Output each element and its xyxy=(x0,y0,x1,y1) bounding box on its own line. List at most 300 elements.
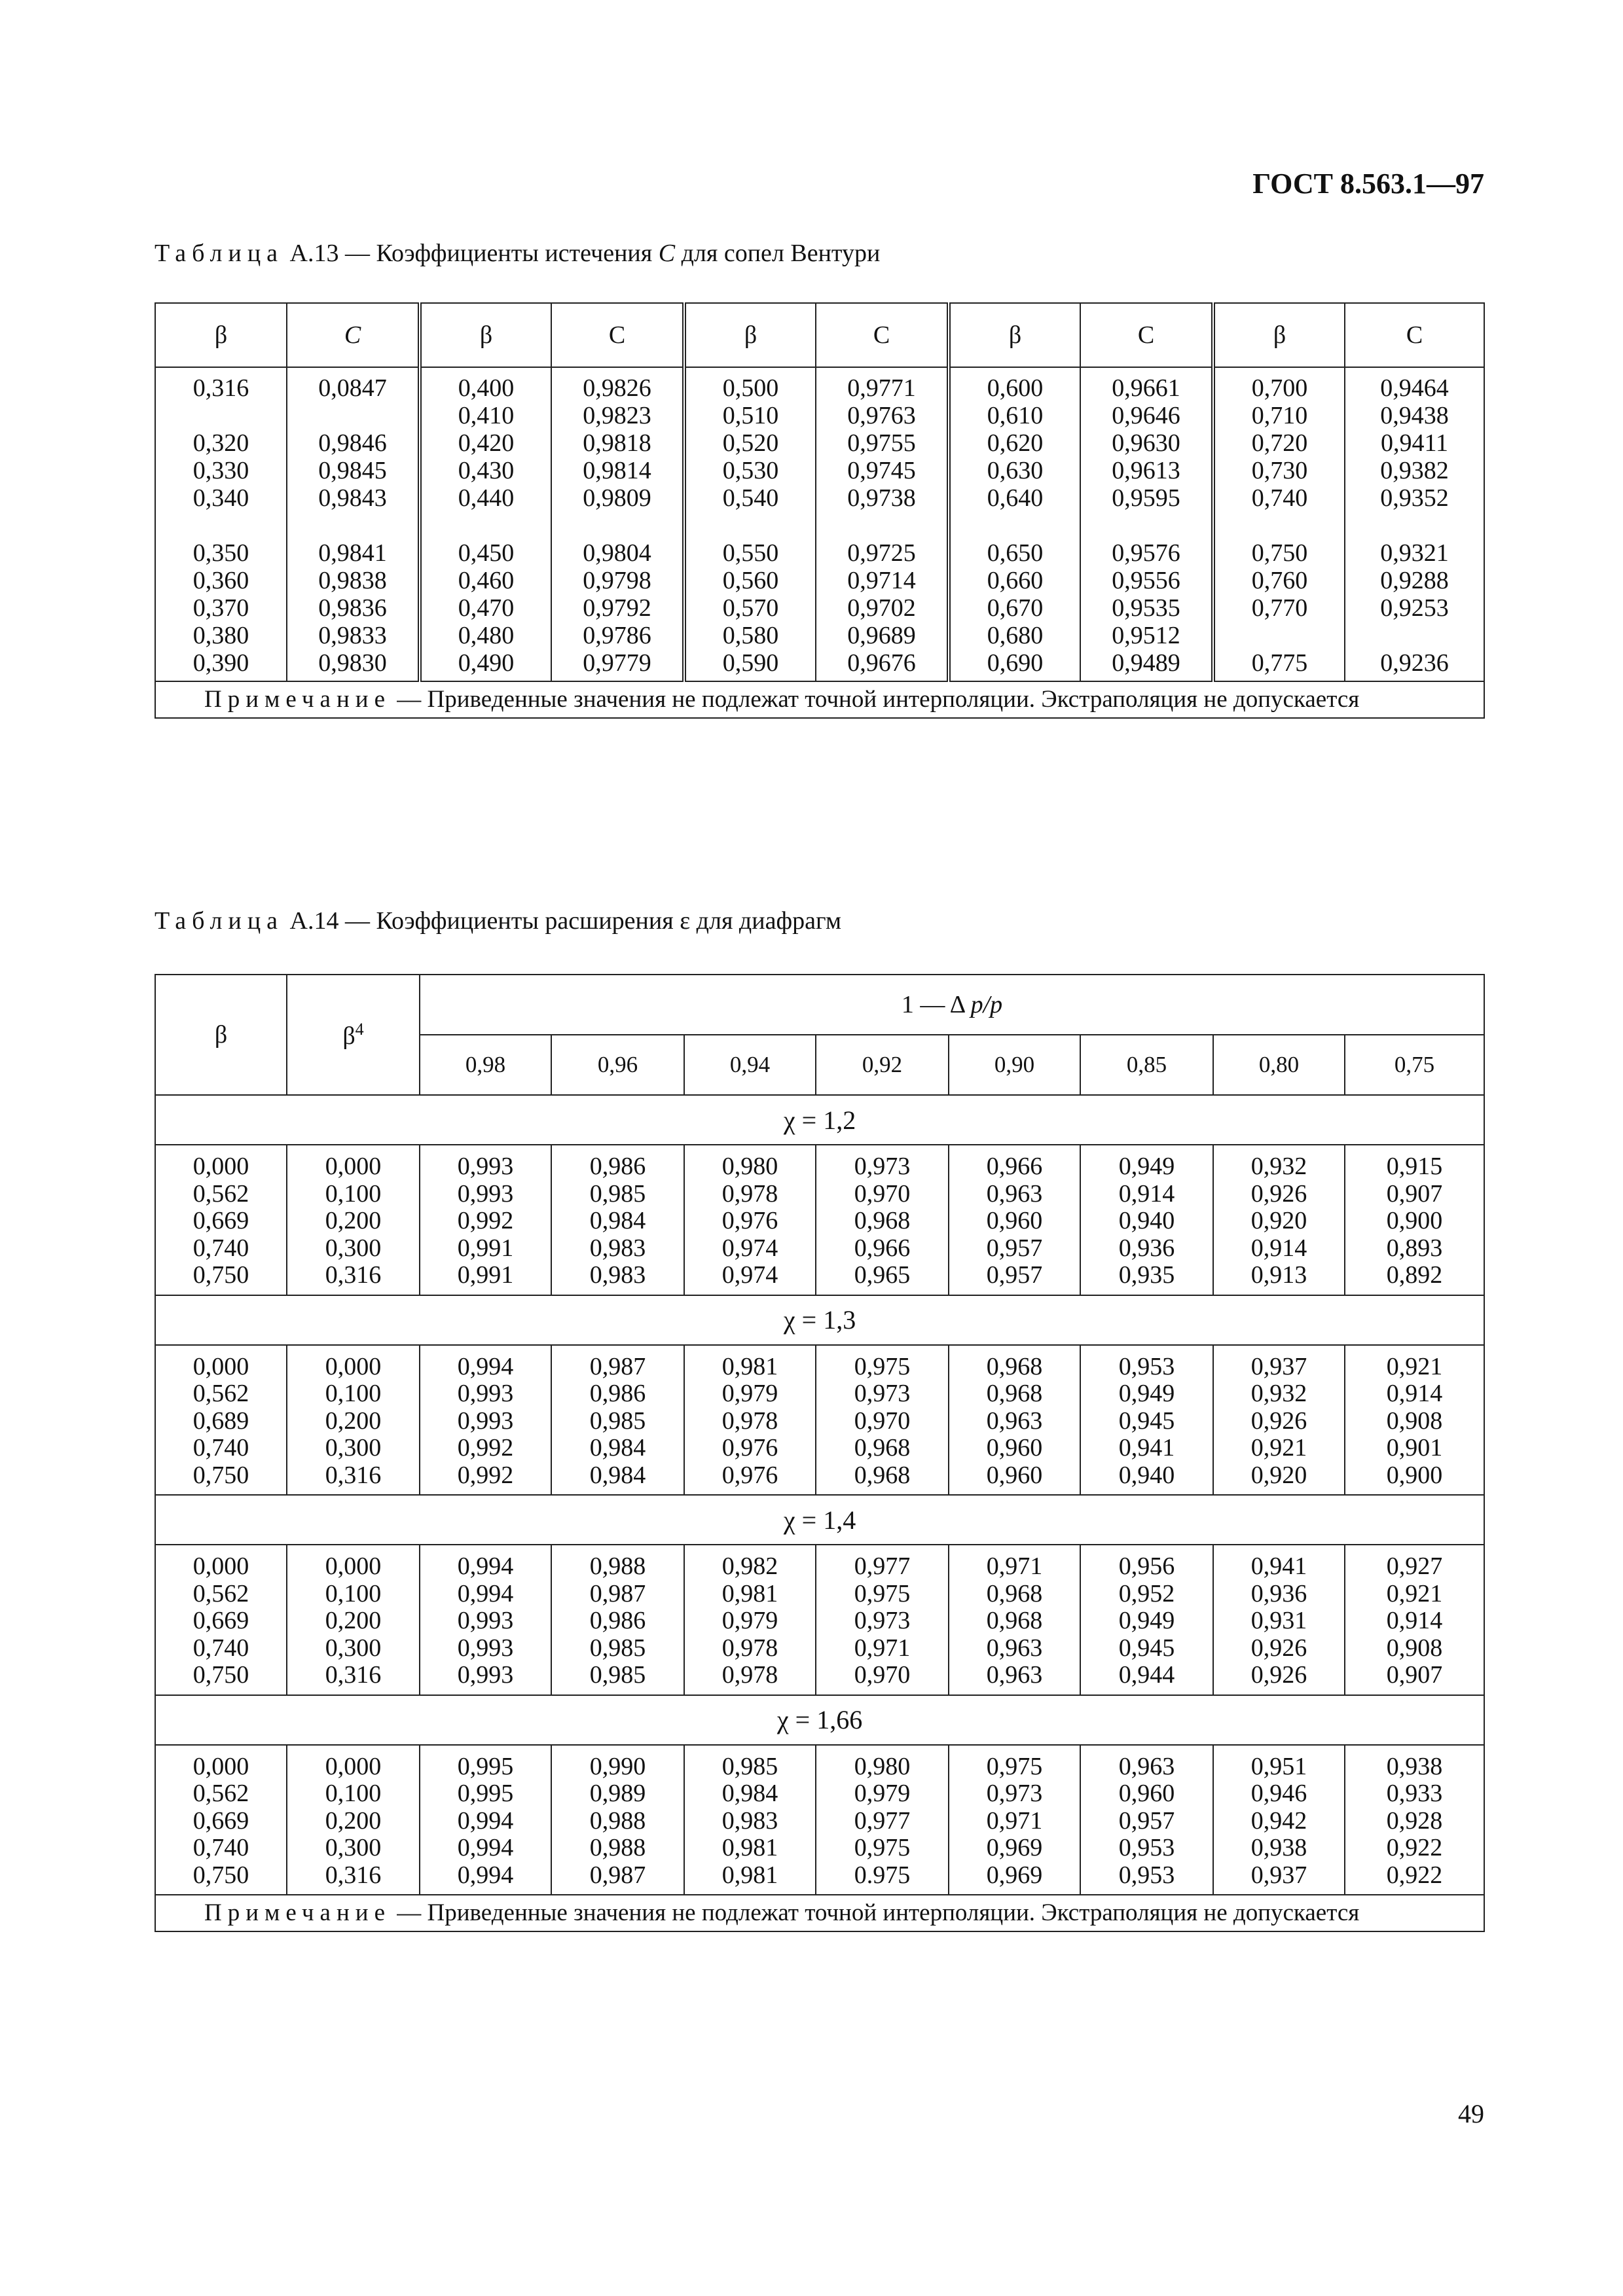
table-value: 0,9830 xyxy=(318,649,387,677)
table-value: 0,926 xyxy=(1250,1634,1307,1662)
table-value: 0,760 xyxy=(1251,567,1308,594)
table-value: 0,670 xyxy=(987,594,1044,622)
table-value: 0,988 xyxy=(589,1806,646,1835)
table-value: 0,9814 xyxy=(583,457,651,484)
table-value: 0,983 xyxy=(589,1234,646,1262)
table-value: 0,9689 xyxy=(847,622,916,649)
table-value: 0,968 xyxy=(986,1579,1043,1607)
table-value: 0,400 xyxy=(458,374,515,402)
table-value: 0,980 xyxy=(854,1752,911,1780)
table-value: 0,9438 xyxy=(1380,402,1449,429)
table-value: 0,9823 xyxy=(583,402,651,429)
table-value: 0,9714 xyxy=(847,567,916,594)
table-value: 0,510 xyxy=(722,402,779,429)
table-value: 0,971 xyxy=(986,1806,1043,1835)
table-value: 0,913 xyxy=(1250,1261,1307,1289)
table-value: 0,941 xyxy=(1250,1552,1307,1580)
table-value: 0,966 xyxy=(854,1234,911,1262)
table-value: 0,892 xyxy=(1386,1261,1443,1289)
table-value: 0,957 xyxy=(986,1261,1043,1289)
epsilon-column-cell xyxy=(684,1345,816,1496)
table-value: 0,988 xyxy=(589,1834,646,1861)
table-row xyxy=(155,1345,1484,1496)
table-value: 0,500 xyxy=(722,374,779,402)
table-value: 0,987 xyxy=(589,1352,646,1380)
header-c: C xyxy=(1345,303,1484,367)
epsilon-column-cell xyxy=(949,1345,1080,1496)
header-ratio: 0,98 xyxy=(420,1035,551,1095)
note-word: Примечание xyxy=(204,686,391,713)
table-value: 0,994 xyxy=(457,1552,514,1580)
table-value: 0,900 xyxy=(1386,1207,1443,1234)
epsilon-column-cell xyxy=(420,1545,551,1695)
table-value: 0,942 xyxy=(1250,1806,1307,1835)
table-value: 0,975 xyxy=(854,1834,911,1861)
table-value: 0,740 xyxy=(192,1634,249,1662)
table-value: 0,975 xyxy=(854,1352,911,1380)
table-value: 0,9352 xyxy=(1380,484,1449,512)
table-value: 0,979 xyxy=(854,1780,911,1807)
table-value xyxy=(816,512,947,539)
kappa-row xyxy=(155,1695,1484,1745)
table-value: 0,562 xyxy=(192,1780,249,1807)
note-text: — Приведенные значения не подлежат точной интерполяции. Экстраполяция не допускается xyxy=(391,686,1360,713)
table-value: 0,9779 xyxy=(583,649,651,677)
table-value: 0,650 xyxy=(987,539,1044,567)
table-value: 0,100 xyxy=(325,1579,382,1607)
epsilon-column-cell xyxy=(816,1745,949,1895)
kappa-row xyxy=(155,1095,1484,1145)
header-ratio: 0,75 xyxy=(1345,1035,1484,1095)
table-value: 0,932 xyxy=(1250,1153,1307,1180)
header-pressure-ratio xyxy=(420,975,1484,1035)
table-value: 0,968 xyxy=(986,1380,1043,1407)
table-value: 0,993 xyxy=(457,1634,514,1662)
table-value: 0,750 xyxy=(192,1861,249,1889)
epsilon-column-cell xyxy=(1345,1745,1484,1895)
table-value: 0,968 xyxy=(854,1434,911,1462)
table-value: 0,980 xyxy=(721,1153,778,1180)
table-value: 0,9321 xyxy=(1380,539,1449,567)
table-value: 0,680 xyxy=(987,622,1044,649)
table-value: 0,985 xyxy=(589,1634,646,1662)
table-value: 0,770 xyxy=(1251,594,1308,622)
table-value: 0,986 xyxy=(589,1153,646,1180)
table-value: 0,975 xyxy=(854,1579,911,1607)
table-value: 0,928 xyxy=(1386,1806,1443,1835)
table-value: 0,945 xyxy=(1118,1407,1175,1435)
table-value: 0,989 xyxy=(589,1780,646,1807)
table-value: 0,9535 xyxy=(1112,594,1180,622)
table-value xyxy=(686,512,815,539)
header-ratio-prefix: 1 — Δ xyxy=(901,991,971,1018)
table-value: 0,938 xyxy=(1386,1752,1443,1780)
table-value: 0,9236 xyxy=(1380,649,1449,677)
table-value: 0,570 xyxy=(722,594,779,622)
table-value: 0,920 xyxy=(1250,1207,1307,1234)
epsilon-column-cell xyxy=(1213,1145,1345,1295)
epsilon-column-cell xyxy=(816,1345,949,1496)
table-value: 0,952 xyxy=(1118,1579,1175,1607)
table-value: 0,669 xyxy=(192,1607,249,1634)
table-value: 0,914 xyxy=(1250,1234,1307,1262)
header-beta: β xyxy=(684,303,816,367)
kappa-label: χ = 1,4 xyxy=(155,1495,1484,1545)
table-value: 0,9838 xyxy=(318,567,387,594)
table-value: 0,932 xyxy=(1250,1380,1307,1407)
table-value: 0,300 xyxy=(325,1234,382,1262)
table-value: 0,480 xyxy=(458,622,515,649)
table-value: 0,960 xyxy=(986,1434,1043,1462)
table-value: 0,979 xyxy=(721,1380,778,1407)
table-value: 0,960 xyxy=(1118,1780,1175,1807)
table-value: 0,992 xyxy=(457,1207,514,1234)
table-value: 0,100 xyxy=(325,1780,382,1807)
table-value: 0,984 xyxy=(589,1207,646,1234)
table-value: 0,300 xyxy=(325,1634,382,1662)
table-value: 0,000 xyxy=(192,1352,249,1380)
table-value xyxy=(1215,512,1344,539)
table-value: 0,931 xyxy=(1250,1607,1307,1634)
table-value: 0,9843 xyxy=(318,484,387,512)
header-beta: β xyxy=(420,303,551,367)
table-value: 0,992 xyxy=(457,1434,514,1462)
table-value: 0,933 xyxy=(1386,1780,1443,1807)
table-value: 0,669 xyxy=(192,1207,249,1234)
table-value: 0,921 xyxy=(1386,1352,1443,1380)
beta-column-cell xyxy=(420,367,551,681)
table-value: 0,316 xyxy=(325,1861,382,1889)
table-value: 0,440 xyxy=(458,484,515,512)
table-value: 0,740 xyxy=(192,1234,249,1262)
beta-column-cell xyxy=(155,367,287,681)
epsilon-column-cell xyxy=(684,1545,816,1695)
table-value: 0,994 xyxy=(457,1834,514,1861)
table-value: 0,978 xyxy=(721,1179,778,1208)
table-value: 0,320 xyxy=(192,429,249,457)
header-ratio: 0,96 xyxy=(551,1035,684,1095)
c-column-cell xyxy=(1345,367,1484,681)
table-value: 0,922 xyxy=(1386,1834,1443,1861)
table-value: 0,995 xyxy=(457,1752,514,1780)
table-value: 0,9676 xyxy=(847,649,916,677)
beta-column-cell xyxy=(155,1745,287,1895)
table-value: 0,915 xyxy=(1386,1153,1443,1180)
table-value: 0,987 xyxy=(589,1579,646,1607)
c-column-cell xyxy=(287,367,420,681)
beta-column-cell xyxy=(684,367,816,681)
table-value: 0.975 xyxy=(854,1861,911,1889)
table-value: 0,949 xyxy=(1118,1380,1175,1407)
table-value: 0,973 xyxy=(854,1153,911,1180)
table-value: 0,936 xyxy=(1118,1234,1175,1262)
c-column-cell xyxy=(1080,367,1213,681)
table-value: 0,994 xyxy=(457,1861,514,1889)
table-value: 0,430 xyxy=(458,457,515,484)
table-value: 0,750 xyxy=(192,1661,249,1689)
table-value: 0,945 xyxy=(1118,1634,1175,1662)
table-a13 xyxy=(155,302,1485,719)
epsilon-column-cell xyxy=(684,1745,816,1895)
table-value: 0,993 xyxy=(457,1179,514,1208)
table-value: 0,984 xyxy=(721,1780,778,1807)
table-value xyxy=(1345,512,1484,539)
table-value: 0,730 xyxy=(1251,457,1308,484)
table-value: 0,985 xyxy=(589,1179,646,1208)
table-value: 0,957 xyxy=(1118,1806,1175,1835)
table-value: 0,976 xyxy=(721,1207,778,1234)
table-body-row xyxy=(155,367,1484,681)
table-value: 0,100 xyxy=(325,1179,382,1208)
table-value: 0,200 xyxy=(325,1806,382,1835)
table-value: 0,941 xyxy=(1118,1434,1175,1462)
table-value: 0,937 xyxy=(1250,1352,1307,1380)
epsilon-column-cell xyxy=(1213,1545,1345,1695)
table-value xyxy=(156,402,286,429)
caption-number: А.13 xyxy=(289,240,339,267)
epsilon-column-cell xyxy=(684,1145,816,1295)
table-value: 0,986 xyxy=(589,1607,646,1634)
table-value: 0,986 xyxy=(589,1380,646,1407)
table-value: 0,330 xyxy=(192,457,249,484)
table-value xyxy=(951,512,1080,539)
table-value: 0,940 xyxy=(1118,1207,1175,1234)
table-value: 0,985 xyxy=(589,1661,646,1689)
table-value: 0,9595 xyxy=(1112,484,1180,512)
table-value: 0,9755 xyxy=(847,429,916,457)
table-value: 0,993 xyxy=(457,1380,514,1407)
epsilon-column-cell xyxy=(816,1145,949,1295)
header-c: C xyxy=(816,303,949,367)
table-value: 0,983 xyxy=(589,1261,646,1289)
table-value: 0,9556 xyxy=(1112,567,1180,594)
header-beta: β xyxy=(1213,303,1345,367)
table-value: 0,200 xyxy=(325,1607,382,1634)
beta-column-cell xyxy=(155,1545,287,1695)
table-value: 0,963 xyxy=(986,1407,1043,1435)
epsilon-column-cell xyxy=(551,1545,684,1695)
table-value: 0,450 xyxy=(458,539,515,567)
table-value: 0,9630 xyxy=(1112,429,1180,457)
beta-column-cell xyxy=(1213,367,1345,681)
table-header-row xyxy=(155,303,1484,367)
epsilon-column-cell xyxy=(1213,1345,1345,1496)
epsilon-column-cell xyxy=(551,1745,684,1895)
table-value: 0,340 xyxy=(192,484,249,512)
epsilon-column-cell xyxy=(551,1145,684,1295)
table-value: 0,982 xyxy=(721,1552,778,1580)
table-value: 0,410 xyxy=(458,402,515,429)
table-value xyxy=(287,402,418,429)
table-value: 0,9288 xyxy=(1380,567,1449,594)
table-value: 0,9845 xyxy=(318,457,387,484)
table-value: 0,984 xyxy=(589,1461,646,1489)
table-value: 0,974 xyxy=(721,1261,778,1289)
table-value: 0,984 xyxy=(589,1434,646,1462)
table-value: 0,9725 xyxy=(847,539,916,567)
table-value: 0,9763 xyxy=(847,402,916,429)
table-value: 0,300 xyxy=(325,1434,382,1462)
table-value: 0,689 xyxy=(192,1407,249,1435)
table-value: 0,9833 xyxy=(318,622,387,649)
epsilon-column-cell xyxy=(420,1745,551,1895)
note-text: — Приведенные значения не подлежат точной интерполяции. Экстраполяция не допускается xyxy=(391,1899,1360,1926)
kappa-label: χ = 1,66 xyxy=(155,1695,1484,1745)
table-value: 0,470 xyxy=(458,594,515,622)
table-value: 0,700 xyxy=(1251,374,1308,402)
table-value: 0,750 xyxy=(192,1461,249,1489)
table-value: 0,991 xyxy=(457,1234,514,1262)
table-a14 xyxy=(155,974,1485,1932)
table-value: 0,914 xyxy=(1118,1179,1175,1208)
table-value: 0,981 xyxy=(721,1579,778,1607)
c-column-cell xyxy=(551,367,684,681)
table-value: 0,953 xyxy=(1118,1861,1175,1889)
table-value: 0,973 xyxy=(854,1380,911,1407)
caption-text: — Коэффициенты истечения xyxy=(344,240,659,267)
table-value: 0,9826 xyxy=(583,374,651,402)
table-value: 0,994 xyxy=(457,1806,514,1835)
table-value: 0,956 xyxy=(1118,1552,1175,1580)
table-value: 0,965 xyxy=(854,1261,911,1289)
table-value: 0,720 xyxy=(1251,429,1308,457)
table-value: 0,610 xyxy=(987,402,1044,429)
standard-designation: ГОСТ 8.563.1—97 xyxy=(1252,168,1484,200)
table-value: 0,390 xyxy=(192,649,249,677)
table-note xyxy=(155,1895,1484,1931)
caption-number: А.14 xyxy=(289,907,339,935)
table-value: 0,9738 xyxy=(847,484,916,512)
table-value: 0,562 xyxy=(192,1380,249,1407)
table-value: 0,963 xyxy=(986,1634,1043,1662)
table-value: 0,9798 xyxy=(583,567,651,594)
table-row xyxy=(155,1545,1484,1695)
header-c: C xyxy=(287,303,420,367)
table-value: 0,968 xyxy=(986,1607,1043,1634)
table-value: 0,0847 xyxy=(318,374,387,402)
epsilon-column-cell xyxy=(1080,1345,1213,1496)
beta4-column-cell xyxy=(287,1545,420,1695)
table-value: 0,927 xyxy=(1386,1552,1443,1580)
table-value: 0,000 xyxy=(192,1752,249,1780)
table-value: 0,640 xyxy=(987,484,1044,512)
table-value: 0,316 xyxy=(192,374,249,402)
table-value: 0,968 xyxy=(854,1207,911,1234)
table-value: 0,580 xyxy=(722,622,779,649)
table-value: 0,940 xyxy=(1118,1461,1175,1489)
epsilon-column-cell xyxy=(551,1345,684,1496)
epsilon-column-cell xyxy=(1080,1745,1213,1895)
beta-column-cell xyxy=(949,367,1080,681)
table-value: 0,949 xyxy=(1118,1607,1175,1634)
table-value: 0,926 xyxy=(1250,1179,1307,1208)
header-beta4-base: β xyxy=(342,1022,356,1050)
table-value: 0,600 xyxy=(987,374,1044,402)
header-ratio-variable: p/p xyxy=(970,991,1003,1018)
table-value: 0,978 xyxy=(721,1634,778,1662)
table-value: 0,973 xyxy=(854,1607,911,1634)
table-value: 0,983 xyxy=(721,1806,778,1835)
header-beta4 xyxy=(287,975,420,1095)
table-value: 0,9809 xyxy=(583,484,651,512)
caption-text-end: для сопел Вентури xyxy=(675,240,881,267)
table-note-row xyxy=(155,1895,1484,1931)
table-value: 0,963 xyxy=(986,1179,1043,1208)
kappa-label: χ = 1,2 xyxy=(155,1095,1484,1145)
epsilon-column-cell xyxy=(816,1545,949,1695)
table-header-row xyxy=(155,975,1484,1035)
epsilon-column-cell xyxy=(1345,1145,1484,1295)
table-value: 0,988 xyxy=(589,1552,646,1580)
table-value: 0,908 xyxy=(1386,1634,1443,1662)
table-value: 0,360 xyxy=(192,567,249,594)
table-value: 0,775 xyxy=(1251,649,1308,677)
table-value: 0,9818 xyxy=(583,429,651,457)
table-value: 0,9512 xyxy=(1112,622,1180,649)
table-value: 0,970 xyxy=(854,1661,911,1689)
table-value: 0,970 xyxy=(854,1407,911,1435)
header-beta: β xyxy=(155,975,287,1095)
table-value: 0,901 xyxy=(1386,1434,1443,1462)
table-value: 0,978 xyxy=(721,1661,778,1689)
table-value xyxy=(1081,512,1211,539)
table-value: 0,993 xyxy=(457,1607,514,1634)
header-ratio: 0,80 xyxy=(1213,1035,1345,1095)
beta4-column-cell xyxy=(287,1745,420,1895)
caption-text: — Коэффициенты расширения ε для диафрагм xyxy=(344,907,842,935)
table-value: 0,9464 xyxy=(1380,374,1449,402)
table-value: 0,960 xyxy=(986,1207,1043,1234)
table-value: 0,926 xyxy=(1250,1661,1307,1689)
table-value: 0,985 xyxy=(589,1407,646,1435)
table-value: 0,963 xyxy=(1118,1752,1175,1780)
table-value: 0,966 xyxy=(986,1153,1043,1180)
c-column-cell xyxy=(816,367,949,681)
table-value: 0,9745 xyxy=(847,457,916,484)
table-value: 0,914 xyxy=(1386,1380,1443,1407)
table-value: 0,976 xyxy=(721,1434,778,1462)
table-value xyxy=(156,512,286,539)
header-beta4-exponent: 4 xyxy=(355,1019,364,1039)
table-note xyxy=(155,681,1484,718)
table-value: 0,690 xyxy=(987,649,1044,677)
table-value: 0,316 xyxy=(325,1461,382,1489)
table-value: 0,9576 xyxy=(1112,539,1180,567)
table-value: 0,562 xyxy=(192,1579,249,1607)
caption-symbol: C xyxy=(658,240,676,267)
table-value: 0,935 xyxy=(1118,1261,1175,1289)
epsilon-column-cell xyxy=(1080,1545,1213,1695)
table-value: 0,9411 xyxy=(1380,429,1449,457)
table-value: 0,993 xyxy=(457,1153,514,1180)
table-value: 0,938 xyxy=(1250,1834,1307,1861)
kappa-row xyxy=(155,1495,1484,1545)
table-value: 0,300 xyxy=(325,1834,382,1861)
table-value: 0,968 xyxy=(986,1352,1043,1380)
table-value: 0,9841 xyxy=(318,539,387,567)
table-value: 0,710 xyxy=(1251,402,1308,429)
table-value: 0,970 xyxy=(854,1179,911,1208)
epsilon-column-cell xyxy=(949,1545,1080,1695)
table-value: 0,949 xyxy=(1118,1153,1175,1180)
table-value: 0,380 xyxy=(192,622,249,649)
caption-word: Таблица xyxy=(155,240,284,267)
table-value: 0,969 xyxy=(986,1861,1043,1889)
header-ratio: 0,85 xyxy=(1080,1035,1213,1095)
table-value: 0,9771 xyxy=(847,374,916,402)
table-value xyxy=(552,512,682,539)
table-value: 0,994 xyxy=(457,1579,514,1607)
